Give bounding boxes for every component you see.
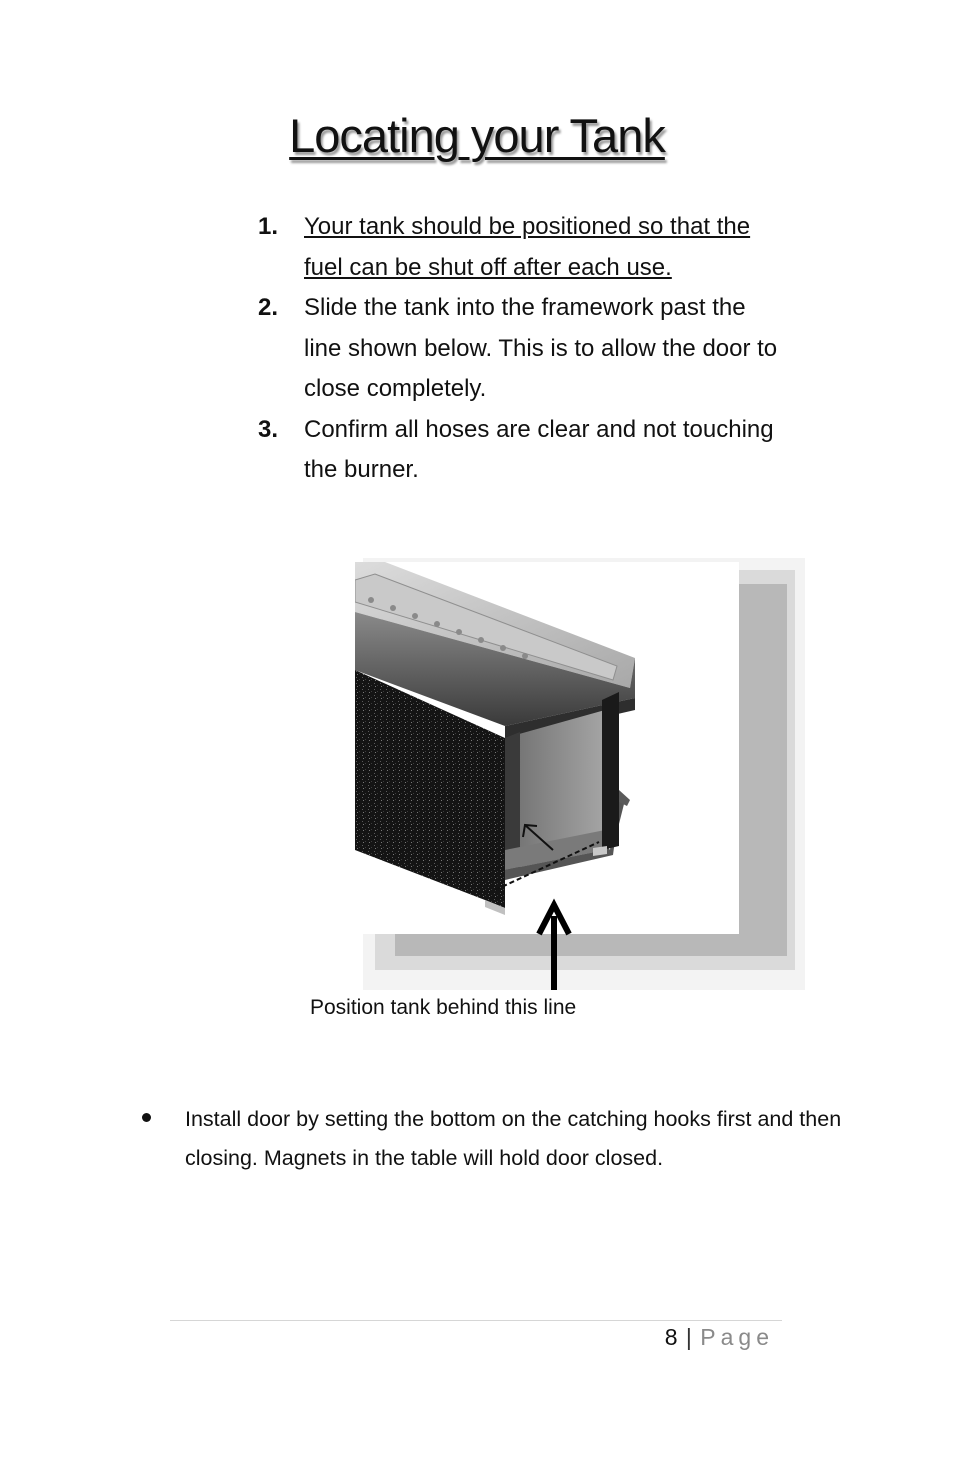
tank-framework-figure	[355, 550, 805, 990]
footer-divider	[170, 1320, 782, 1321]
steps-list	[258, 207, 778, 491]
step-item	[258, 410, 778, 491]
step-item	[258, 288, 778, 410]
figure-caption: Position tank behind this line	[310, 996, 577, 1019]
page-title: Locating your Tank	[289, 109, 665, 162]
step-text: Slide the tank into the framework past the line shown below. This is to allow the door to close completely.	[304, 294, 778, 402]
bullet-text: Install door by setting the bottom on the catching hooks first and then closing. Magnets in the table will hold door closed.	[185, 1107, 842, 1170]
page-label: Page	[700, 1324, 774, 1350]
page-number: 8	[664, 1324, 679, 1350]
footer-separator: |	[685, 1324, 693, 1350]
step-number: 2.	[258, 294, 279, 321]
step-number: 3.	[258, 415, 279, 443]
bullet-dot-icon	[142, 1113, 151, 1122]
page-footer	[665, 1324, 774, 1351]
step-text: Confirm all hoses are clear and not touching the burner.	[304, 415, 774, 483]
step-number: 1.	[258, 213, 279, 240]
tank-framework-illustration	[355, 550, 805, 990]
step-text: Your tank should be positioned so that the fuel can be shut off after each use.	[304, 213, 751, 281]
step-item	[258, 207, 778, 288]
